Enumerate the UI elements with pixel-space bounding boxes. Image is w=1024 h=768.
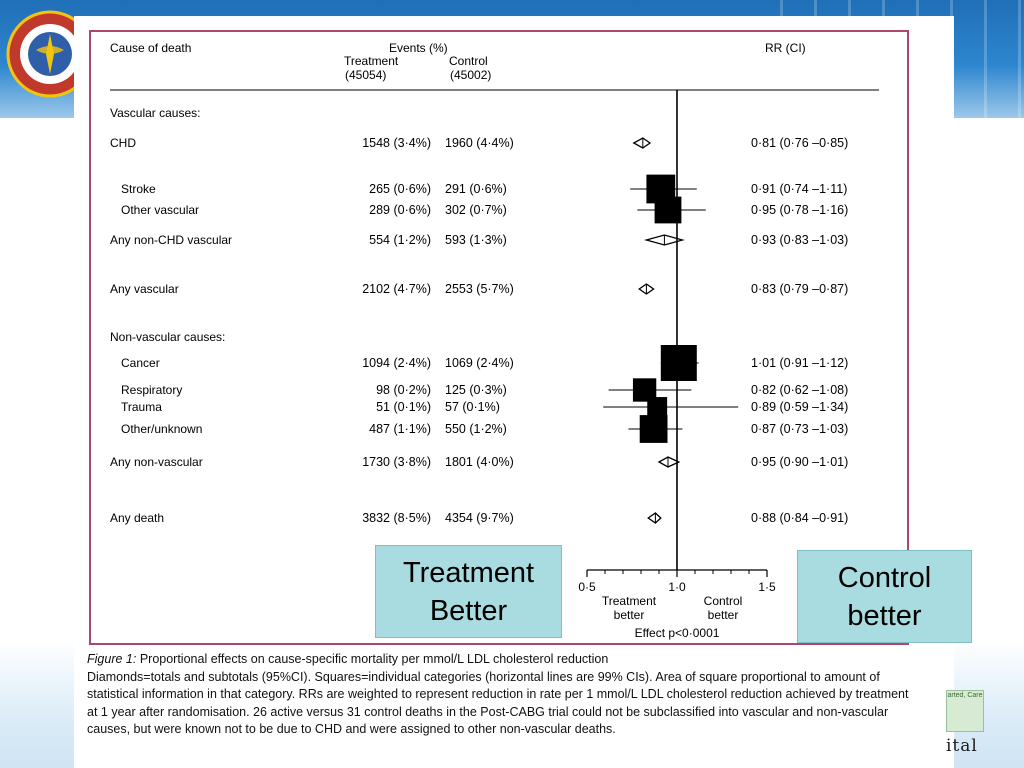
row-treatment-events: 265 (0·6%) [369,182,431,196]
section-label: Non-vascular causes: [110,330,226,344]
row-label: Stroke [121,182,156,196]
axis-label-control-2: better [707,608,739,622]
ci-diamond [648,513,661,523]
row-label: Any non-CHD vascular [110,233,233,247]
row-treatment-events: 487 (1·1%) [369,422,431,436]
row-label: Any death [110,511,165,525]
row-treatment-events: 1730 (3·8%) [362,455,431,469]
estimate-square [640,415,668,443]
effect-p-value: Effect p<0·0001 [634,626,720,640]
row-label: CHD [110,136,136,150]
row-control-events: 593 (1·3%) [445,233,507,247]
header-events: Events (%) [389,41,448,55]
row-control-events: 302 (0·7%) [445,203,507,217]
header-control-n: (45002) [450,68,492,82]
row-control-events: 1801 (4·0%) [445,455,514,469]
row-label: Any vascular [110,282,179,296]
row-rr-ci: 0·95 (0·90 –1·01) [751,455,849,469]
ci-diamond [659,457,679,467]
treatment-callout-line1: Treatment [402,557,535,589]
row-control-events: 125 (0·3%) [445,383,507,397]
header-treatment: Treatment [344,54,399,68]
header-cause: Cause of death [110,41,192,55]
row-rr-ci: 0·95 (0·78 –1·16) [751,203,849,217]
row-control-events: 1960 (4·4%) [445,136,514,150]
x-tick-label: 1·0 [668,580,686,594]
control-better-callout [797,550,972,643]
row-label: Cancer [121,356,160,370]
row-treatment-events: 1548 (3·4%) [362,136,431,150]
forest-rows [110,106,848,525]
footer-tail-text: ital [946,736,978,756]
header-rr: RR (CI) [765,41,806,55]
ci-diamond [634,138,650,148]
row-rr-ci: 0·91 (0·74 –1·11) [751,182,848,196]
row-label: Respiratory [121,383,183,397]
control-callout-line2: better [847,600,922,632]
row-label: Other vascular [121,203,200,217]
row-treatment-events: 554 (1·2%) [369,233,431,247]
row-control-events: 2553 (5·7%) [445,282,514,296]
row-rr-ci: 0·87 (0·73 –1·03) [751,422,849,436]
row-control-events: 4354 (9·7%) [445,511,514,525]
row-control-events: 57 (0·1%) [445,400,500,414]
x-tick-label: 1·5 [758,580,776,594]
row-control-events: 550 (1·2%) [445,422,507,436]
section-label: Vascular causes: [110,106,201,120]
treatment-callout-line2: Better [429,595,508,627]
row-rr-ci: 0·93 (0·83 –1·03) [751,233,849,247]
caption-body: Diamonds=totals and subtotals (95%CI). Squares=individual categories (horizontal lines are 99% CIs). Area of square proportional to amount of statistical information in that category. RRs are weighted to represent reduction in rate per 1 mmol/L LDL cholesterol reduction achieved by treatment at 1 year after randomisation. 26 active versus 31 control deaths in the Post-CABG trial could not be subclassified into vascular and non-vascular causes, but were known not to be due to CHD and were assigned to other non-vascular deaths. [87,669,909,737]
row-treatment-events: 2102 (4·7%) [362,282,431,296]
row-label: Trauma [121,400,162,414]
control-callout-line1: Control [837,562,932,594]
caption-figure-label: Figure 1: [87,652,137,666]
row-rr-ci: 0·88 (0·84 –0·91) [751,511,849,525]
treatment-better-callout [375,545,562,638]
row-treatment-events: 51 (0·1%) [376,400,431,414]
header-control: Control [449,54,488,68]
row-treatment-events: 98 (0·2%) [376,383,431,397]
row-treatment-events: 1094 (2·4%) [362,356,431,370]
x-axis-ticks [578,570,776,594]
row-rr-ci: 0·81 (0·76 –0·85) [751,136,849,150]
row-label: Other/unknown [121,422,203,436]
row-rr-ci: 0·83 (0·79 –0·87) [751,282,849,296]
row-control-events: 291 (0·6%) [445,182,507,196]
row-rr-ci: 1·01 (0·91 –1·12) [751,356,849,370]
axis-label-control-1: Control [703,594,743,608]
header-treatment-n: (45054) [345,68,387,82]
axis-label-treatment-1: Treatment [601,594,657,608]
row-label: Any non-vascular [110,455,203,469]
estimate-square [661,345,697,381]
estimate-square [647,397,667,417]
row-rr-ci: 0·89 (0·59 –1·34) [751,400,849,414]
row-treatment-events: 3832 (8·5%) [362,511,431,525]
figure-caption [87,651,917,739]
row-rr-ci: 0·82 (0·62 –1·08) [751,383,849,397]
row-treatment-events: 289 (0·6%) [369,203,431,217]
caption-title: Proportional effects on cause-specific mortality per mmol/L LDL cholesterol reduction [136,652,609,666]
x-tick-label: 0·5 [578,580,596,594]
axis-label-treatment-2: better [613,608,645,622]
row-control-events: 1069 (2·4%) [445,356,514,370]
side-badge: arted, Care [946,690,984,732]
